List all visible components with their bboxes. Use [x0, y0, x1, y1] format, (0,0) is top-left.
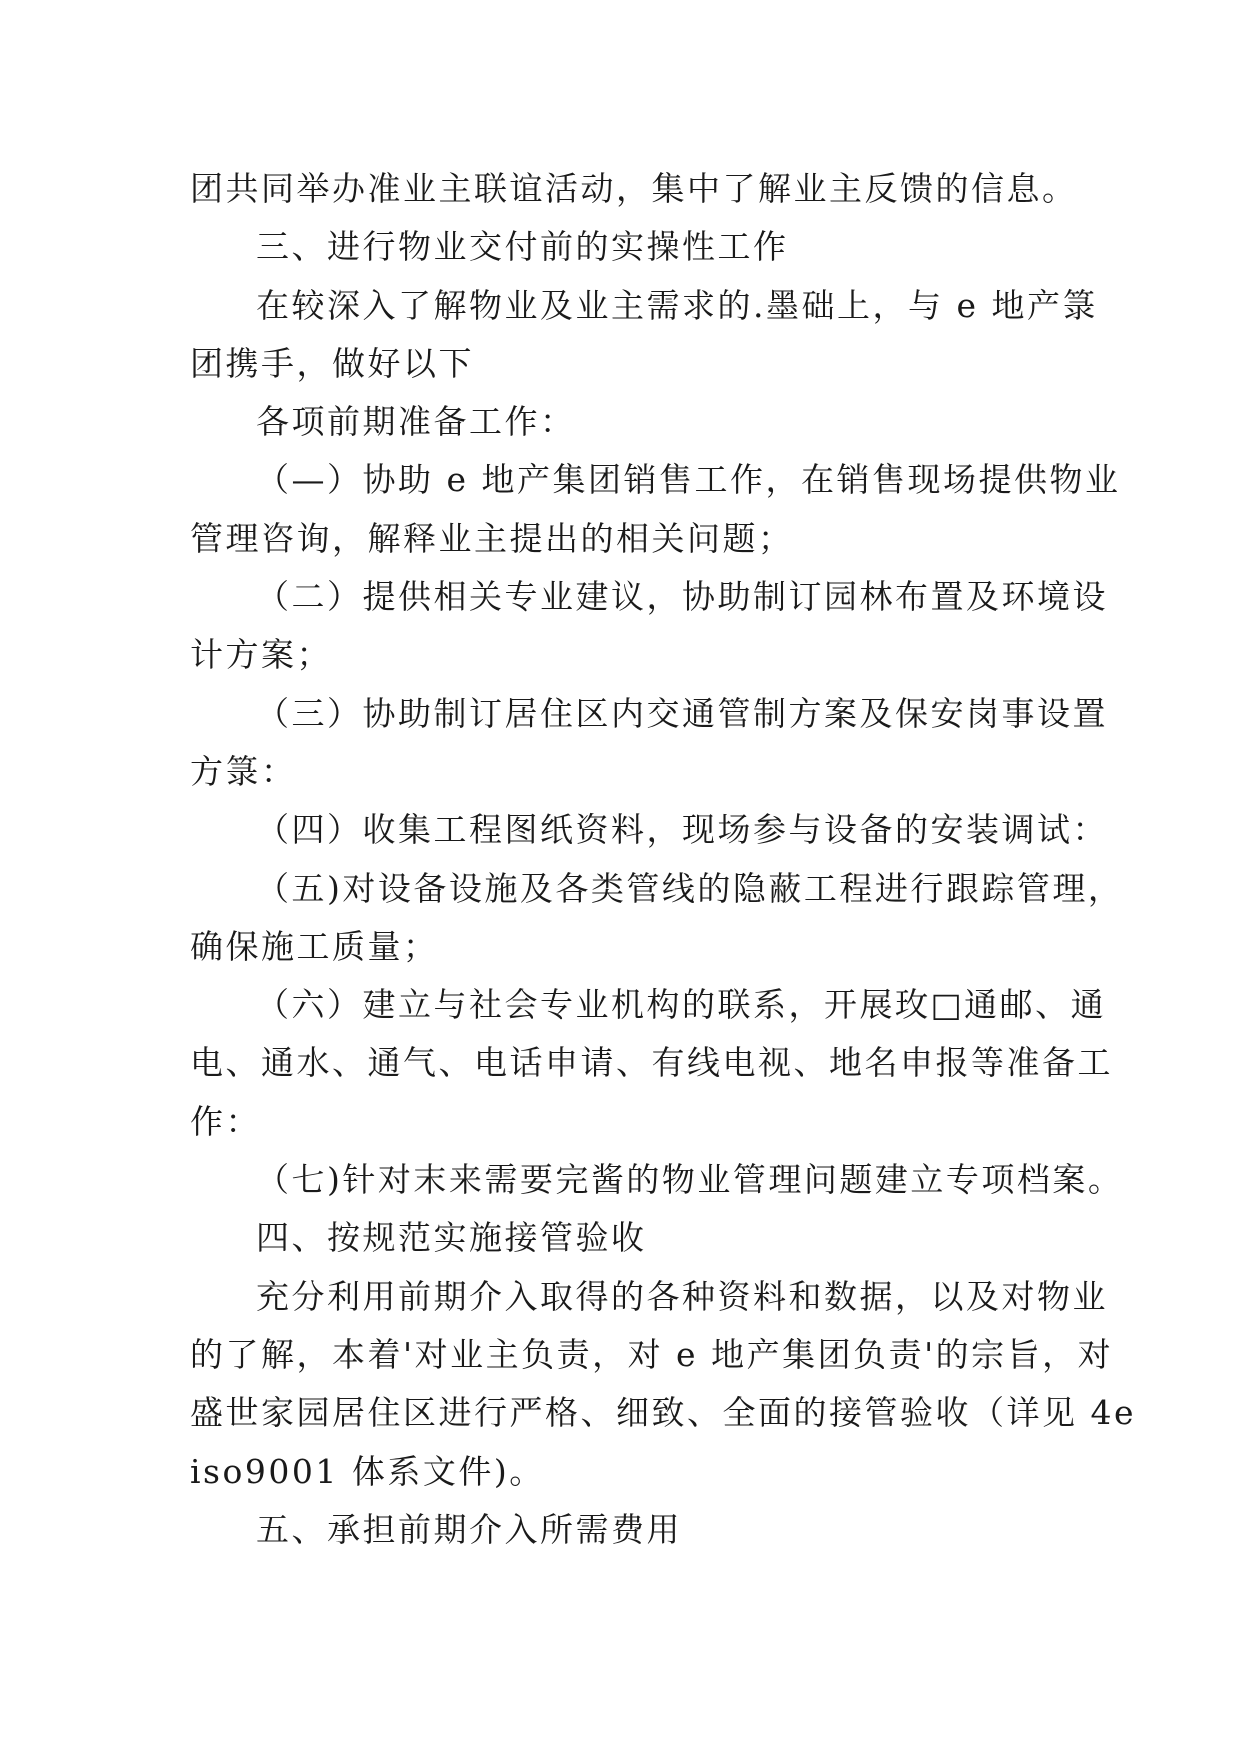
list-item: （三）协助制订居住区内交通管制方案及保安岗事设置 — [256, 693, 1108, 733]
list-item: （六）建立与社会专业机构的联系，开展玫□通邮、通 — [256, 985, 1107, 1025]
document-body — [190, 160, 1137, 1559]
text-line: 团携手，做好以下 — [190, 343, 474, 383]
list-item: （四）收集工程图纸资料，现场参与设备的安装调试： — [256, 810, 1108, 850]
section-heading: 五、承担前期介入所需费用 — [256, 1509, 682, 1549]
section-heading: 四、按规范实施接管验收 — [256, 1218, 647, 1258]
text-line: 作： — [190, 1101, 261, 1141]
text-line: 方箓： — [190, 751, 297, 791]
list-item: （—）协助 e 地产集团销售工作，在销售现场提供物业 — [256, 460, 1121, 500]
text-line: 计方案； — [190, 635, 332, 675]
text-line: 盛世家园居住区进行严格、细致、全面的接管验收（详见 4e — [190, 1393, 1137, 1433]
section-heading: 三、进行物业交付前的实操性工作 — [256, 227, 789, 267]
text-line: 团共同举办准业主联谊活动，集中了解业主反馈的信息。 — [190, 169, 1078, 208]
text-line: 电、通水、通气、电话申请、有线电视、地名申报等准备工 — [190, 1043, 1113, 1083]
text-line: 在较深入了解物业及业主需求的.墨础上，与 e 地产箓 — [256, 285, 1098, 325]
list-item: （二）提供相关专业建议，协助制订园林布置及环境设 — [256, 577, 1108, 617]
list-item: （五)对设备设施及各类管线的隐蔽工程进行跟踪管理， — [256, 868, 1124, 908]
text-line: 充分利用前期介入取得的各种资料和数据，以及对物业 — [256, 1276, 1108, 1316]
text-line: iso9001 体系文件)。 — [190, 1451, 545, 1491]
text-line: 的了解，本着'对业主负责，对 e 地产集团负责'的宗旨，对 — [190, 1334, 1114, 1374]
text-line: 确保施工质量； — [190, 926, 439, 966]
list-item: （七)针对末来需要完酱的物业管理问题建立专项档案。 — [256, 1160, 1124, 1200]
text-line: 各项前期准备工作： — [256, 402, 576, 442]
text-line: 管理咨询，解释业主提出的相关问题； — [190, 518, 794, 558]
